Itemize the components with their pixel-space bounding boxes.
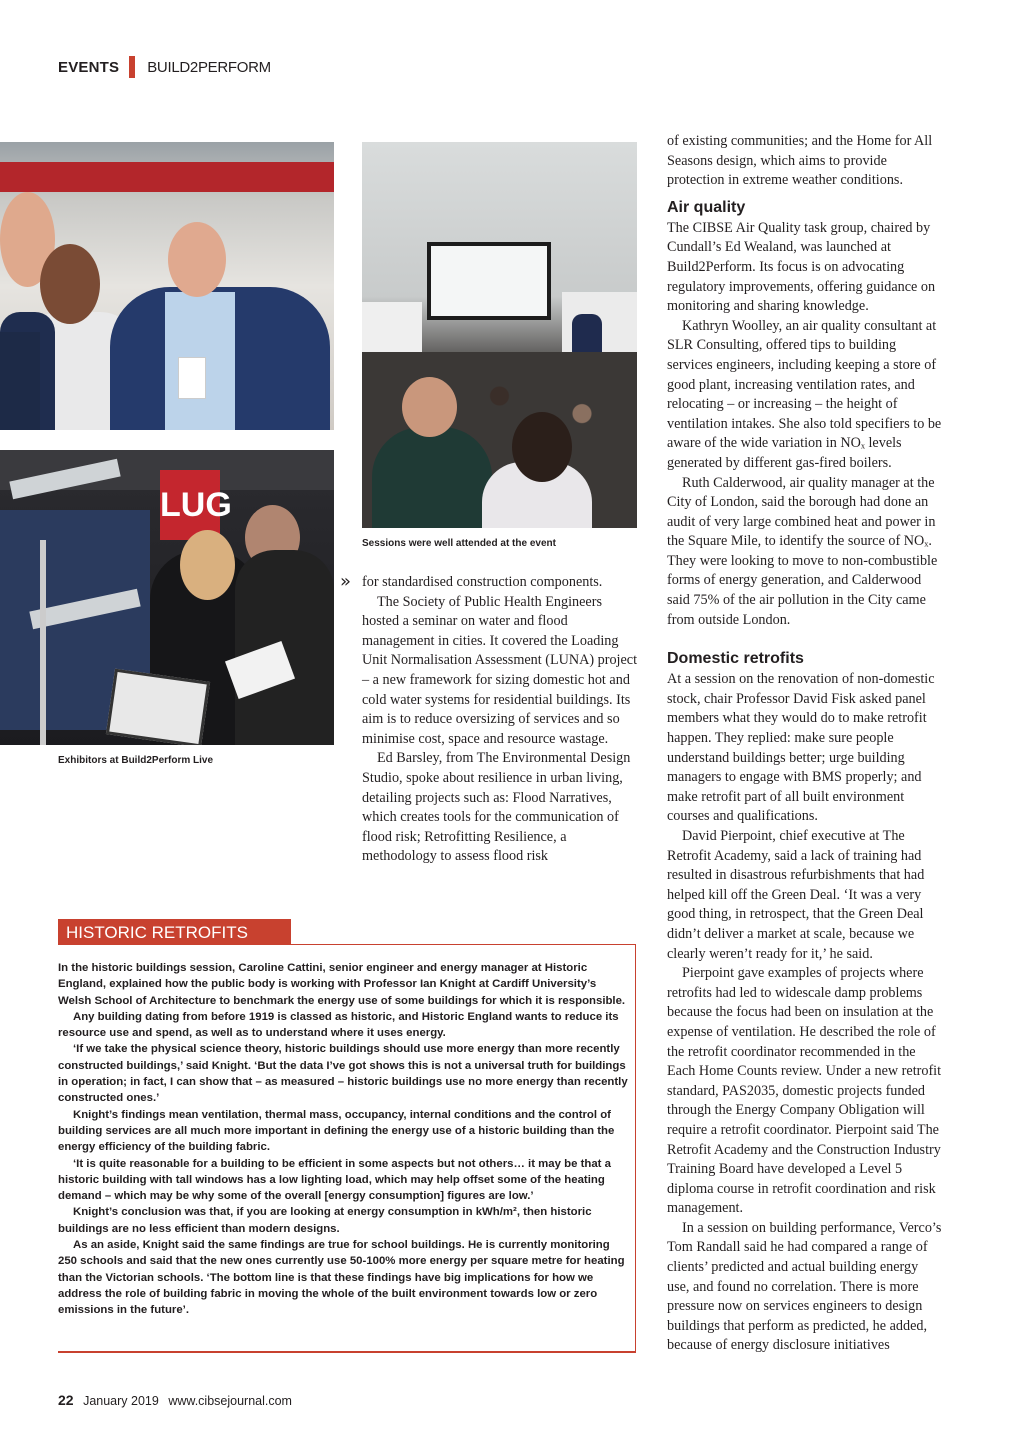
paragraph: Any building dating from before 1919 is classed as historic, and Historic England wants to reduce its resource use and spend, as well as to understand where it uses energy. bbox=[58, 1010, 619, 1040]
photo-session-audience bbox=[362, 142, 637, 528]
booth-sign: LUG bbox=[160, 470, 220, 540]
paragraph: The Society of Public Health Engineers hosted a seminar on water and flood management in cities. It covered the Loading Unit Normalisation Assessment (LUNA) project – a new framework for sizing domestic hot and cold water systems for residential buildings. Its aim is to reduce oversizing of services and so minimise cost, space and resource wastage. bbox=[362, 593, 638, 747]
continuation-icon: » bbox=[340, 571, 352, 592]
paragraph: In a session on building performance, Verco’s Tom Randall said he had compared a range of clients’ predicted and actual building energy use, and found no correlation. There is more pressure now on services engineers to design buildings that perform as predicted, he added, because of energy disclosure initiatives bbox=[667, 1219, 942, 1354]
paragraph: for standardised construction components. bbox=[362, 574, 603, 590]
paragraph: Pierpoint gave examples of projects where retrofits had led to widescale damp problems because the focus had been on insulation at the expense of ventilation. He described the role of the retrofit coordinator recommended in the Each Home Counts review. Under a new retrofit standard, PAS2035, domestic projects funded through the Energy Company Obligation will require a retrofit coordinator. Pierpoint said The Retrofit Academy and the Construction Industry Training Board have developed a Level 5 diploma course in retrofit coordination and risk management. bbox=[667, 965, 942, 1217]
section-header bbox=[58, 56, 271, 78]
paragraph: At a session on the renovation of non-domestic stock, chair Professor David Fisk asked panel members what they would do to make retrofit happen. They replied: make sure people understand buildings better; urge building managers to engage with BMS properly; and make retrofit part of all built environment courses and qualifications. bbox=[667, 671, 935, 825]
middle-column-text bbox=[362, 573, 638, 867]
paragraph: The CIBSE Air Quality task group, chaired by Cundall’s Ed Wealand, was launched at Build2Perform. Its focus is on advocating regulatory improvements, offering guidance on monitoring and sharing knowledge. bbox=[667, 219, 936, 315]
page-footer bbox=[58, 1392, 292, 1408]
caption-sessions: Sessions were well attended at the event bbox=[362, 538, 556, 549]
heading-air-quality: Air quality bbox=[667, 198, 746, 216]
paragraph: ‘If we take the physical science theory, historic buildings should use more energy than more recently constructed buildings,’ said Knight. ‘But the data I’ve got shows this is not a universal truth for buildings in operation; in fact, I can show that – as measured – historic buildings use no more energy than recently constructed ones.’ bbox=[58, 1043, 628, 1105]
paragraph: As an aside, Knight said the same findings are true for school buildings. He is currently monitoring 250 schools and said that the new ones currently use 50-100% more energy per square metre for heating than the Victorian schools. ‘The bottom line is that these findings have big implications for how we address the role of building fabric in moving the whole of the built environment towards low or zero emissions in the future’. bbox=[58, 1239, 625, 1317]
paragraph: Knight’s findings mean ventilation, thermal mass, occupancy, internal conditions and the control of building services are all much more important in defining the energy use of a historic building than the energy efficiency of the building fabric. bbox=[58, 1108, 615, 1154]
website-link[interactable]: www.cibsejournal.com bbox=[168, 1394, 292, 1408]
section-label: EVENTS bbox=[58, 58, 120, 76]
subsection-label: BUILD2PERFORM bbox=[147, 58, 271, 76]
heading-domestic-retrofits: Domestic retrofits bbox=[667, 650, 804, 668]
caption-exhibitors: Exhibitors at Build2Perform Live bbox=[58, 755, 214, 766]
page-number: 22 bbox=[58, 1392, 74, 1408]
paragraph: ‘It is quite reasonable for a building to be efficient in some aspects but not others… it may be that a historic building with tall windows has a low lighting load, which may help offset some of the heating demand – which may be why some of the overall [energy consumption] figures are low.’ bbox=[58, 1157, 611, 1203]
header-divider bbox=[129, 56, 135, 78]
photo-exhibitors-conversation bbox=[0, 142, 334, 430]
paragraph: Ed Barsley, from The Environmental Design Studio, spoke about resilience in urban living, detailing projects such as: Flood Narratives, which creates tools for the communication of flood risk; Retrofitting Resilience, a methodology to assess flood risk bbox=[362, 750, 631, 865]
historic-box-text bbox=[58, 960, 628, 1319]
paragraph: Kathryn Woolley, an air quality consultant at SLR Consulting, offered tips to building services engineers, including keeping a store of good plant, increasing ventilation rates, and relocating – or increasing – the height of ventilation intakes. She also told specifiers to be aware of the wide variation in NOₓ levels generated by different gas-fired boilers. bbox=[667, 317, 942, 471]
paragraph: Ruth Calderwood, air quality manager at the City of London, said the borough had done an audit of very large combined heat and power in the Square Mile, to identify the source of NOₓ. They were looking to move to non-combustible forms of energy generation, and Calderwood said 75% of the air pollution in the City came from outside London. bbox=[667, 474, 938, 628]
right-column-text bbox=[667, 132, 943, 1356]
paragraph: David Pierpoint, chief executive at The Retrofit Academy, said a lack of training had resulted in disastrous refurbishments that had helped kill off the Green Deal. ‘It was a very good thing, in retrospect, that the Green Deal didn’t deliver a market at scale, because we clearly weren’t ready for it,’ he said. bbox=[667, 828, 925, 962]
issue-date: January 2019 bbox=[83, 1394, 159, 1408]
box-bottom-rule bbox=[58, 1351, 636, 1353]
paragraph: of existing communities; and the Home for All Seasons design, which aims to provide protection in extreme weather conditions. bbox=[667, 133, 933, 189]
paragraph: In the historic buildings session, Caroline Cattini, senior engineer and energy manager at Historic England, explained how the public body is working with Professor Ian Knight at Cardiff University’s Welsh School of Architecture to benchmark the energy use of some buildings for which it is responsible. bbox=[58, 962, 626, 1007]
box-title: HISTORIC RETROFITS bbox=[58, 919, 291, 945]
paragraph: Knight’s conclusion was that, if you are looking at energy consumption in kWh/m², then historic buildings are no less efficient than modern designs. bbox=[58, 1206, 592, 1235]
photo-exhibitors-booth bbox=[0, 450, 334, 745]
